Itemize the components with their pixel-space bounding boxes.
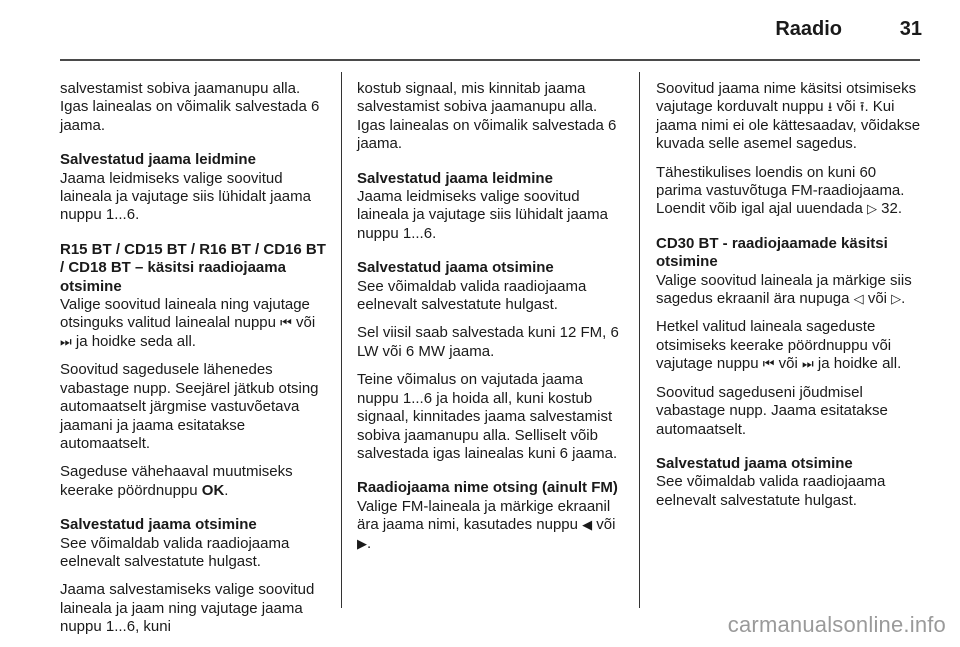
text-run: 32. — [877, 200, 903, 218]
paragraph: See võimaldab valida raadiojaama eelnevalt salvestatute hulgast. — [656, 473, 886, 509]
arrow-left-icon: ◀ — [582, 517, 593, 533]
arrow-down-icon: ⭳ — [827, 99, 833, 115]
paragraph: Jaama leidmiseks valige soovitud laineala ja vajutage siis lühidalt jaama nuppu 1...6. — [60, 169, 311, 224]
paragraph — [656, 164, 924, 219]
seek-forward-icon: ⏭ — [801, 356, 814, 372]
text-run: . Kui jaama nimi ei ole kättesaadav, võidakse kuvada selle asemel sagedus. — [656, 98, 921, 153]
header-rule — [60, 59, 920, 61]
text-run: või — [774, 355, 802, 373]
text-run: ja hoidke seda all. — [71, 332, 196, 350]
triangle-left-icon: ◁ — [853, 291, 864, 307]
paragraph: salvestamist sobiva jaamanupu alla. Igas lainealas on võimalik salvestada 6 jaama. — [60, 80, 320, 134]
watermark: carmanualsonline.info — [727, 612, 946, 637]
triangle-right-icon: ▷ — [891, 291, 902, 307]
subheading: Salvestatud jaama otsimine — [357, 259, 554, 277]
arrow-up-icon: ⭱ — [859, 99, 865, 115]
column-1 — [60, 80, 328, 647]
text-run: või — [592, 516, 616, 534]
text-run: Hetkel valitud laineala sageduste otsimiseks keerake pöördnuppu või vajutage nuppu — [656, 318, 892, 373]
page-header — [0, 0, 960, 60]
paragraph: Jaama leidmiseks valige soovitud laineala ja vajutage siis lühidalt jaama nuppu 1...6. — [357, 188, 608, 242]
column-2 — [357, 80, 625, 563]
paragraph — [60, 296, 328, 351]
paragraph: Soovitud sageduseni jõudmisel vabastage nupp. Jaama esitatakse automaatselt. — [656, 383, 888, 438]
paragraph — [656, 318, 924, 373]
paragraph — [60, 463, 328, 500]
text-run: . — [224, 481, 229, 499]
paragraph: kostub signaal, mis kinnitab jaama salvestamist sobiva jaamanupu alla. Igas lainealas on võimalik salvestada 6 jaama. — [357, 80, 617, 153]
ok-button-label: OK — [201, 481, 225, 499]
subheading: R15 BT / CD15 BT / R16 BT / CD16 BT / CD18 BT – käsitsi raadiojaama otsimine — [60, 240, 326, 295]
text-run: Valige soovitud laineala ja märkige siis sagedus ekraanil ära nupuga — [656, 271, 912, 308]
subheading: Salvestatud jaama leidmine — [357, 169, 553, 187]
paragraph: See võimaldab valida raadiojaama eelnevalt salvestatute hulgast. — [60, 534, 290, 570]
subheading: Salvestatud jaama otsimine — [60, 516, 257, 534]
paragraph: Soovitud sagedusele lähenedes vabastage nupp. Seejärel jätkub otsing automaatselt järgmise vastuvõetava jaamani ja jaama esitatakse automaatselt. — [60, 361, 319, 452]
paragraph — [656, 80, 924, 154]
seek-back-icon: ⏮ — [762, 356, 775, 372]
seek-back-icon: ⏮ — [280, 315, 292, 331]
text-run: või — [832, 98, 860, 116]
seek-forward-icon: ⏭ — [60, 333, 72, 349]
paragraph: Teine võimalus on vajutada jaama nuppu 1...6 ja hoida all, kuni kostub signaal, kinnitades jaama salvestamist sobiva jaamanupu alla. Selliselt võib salvestada igas lainealas kuni 6 jaama. — [357, 371, 618, 462]
page-reference-icon: ▷ — [867, 201, 878, 217]
subheading: CD30 BT - raadiojaamade käsitsi otsimine — [656, 234, 888, 271]
paragraph: See võimaldab valida raadiojaama eelnevalt salvestatute hulgast. — [357, 277, 587, 314]
text-run: või — [863, 290, 892, 308]
text-run: Valige FM-laineala ja märkige ekraanil ära jaama nimi, kasutades nuppu — [357, 497, 611, 534]
text-run: . — [367, 534, 372, 552]
paragraph: Sel viisil saab salvestada kuni 12 FM, 6 LW või 6 MW jaama. — [357, 324, 619, 360]
text-run: Sageduse vähehaaval muutmiseks keerake pöördnuppu — [60, 463, 293, 499]
text-run: . — [901, 290, 906, 308]
subheading: Salvestatud jaama otsimine — [656, 454, 853, 472]
text-run: Valige soovitud laineala ning vajutage otsinguks valitud lainealal nuppu — [60, 296, 310, 332]
text-run: Soovitud jaama nime käsitsi otsimiseks vajutage korduvalt nuppu — [656, 80, 917, 116]
arrow-right-icon: ▶ — [357, 535, 367, 551]
section-title: Raadio — [775, 18, 842, 40]
column-3 — [656, 80, 924, 520]
column-divider-1 — [341, 72, 342, 608]
text-run: ja hoidke all. — [813, 355, 902, 373]
column-divider-2 — [639, 72, 640, 608]
subheading: Raadiojaama nime otsing (ainult FM) — [357, 479, 618, 497]
text-run: või — [291, 314, 316, 332]
paragraph — [656, 272, 924, 309]
paragraph — [357, 498, 625, 553]
page-number: 31 — [899, 18, 922, 40]
subheading: Salvestatud jaama leidmine — [60, 151, 256, 169]
paragraph: Jaama salvestamiseks valige soovitud laineala ja jaam ning vajutage jaama nuppu 1...6, kuni — [60, 581, 315, 636]
text-run: Tähestikulises loendis on kuni 60 parima vastuvõtuga FM-raadiojaama. Loendit võib igal ajal uuendada — [656, 163, 905, 218]
